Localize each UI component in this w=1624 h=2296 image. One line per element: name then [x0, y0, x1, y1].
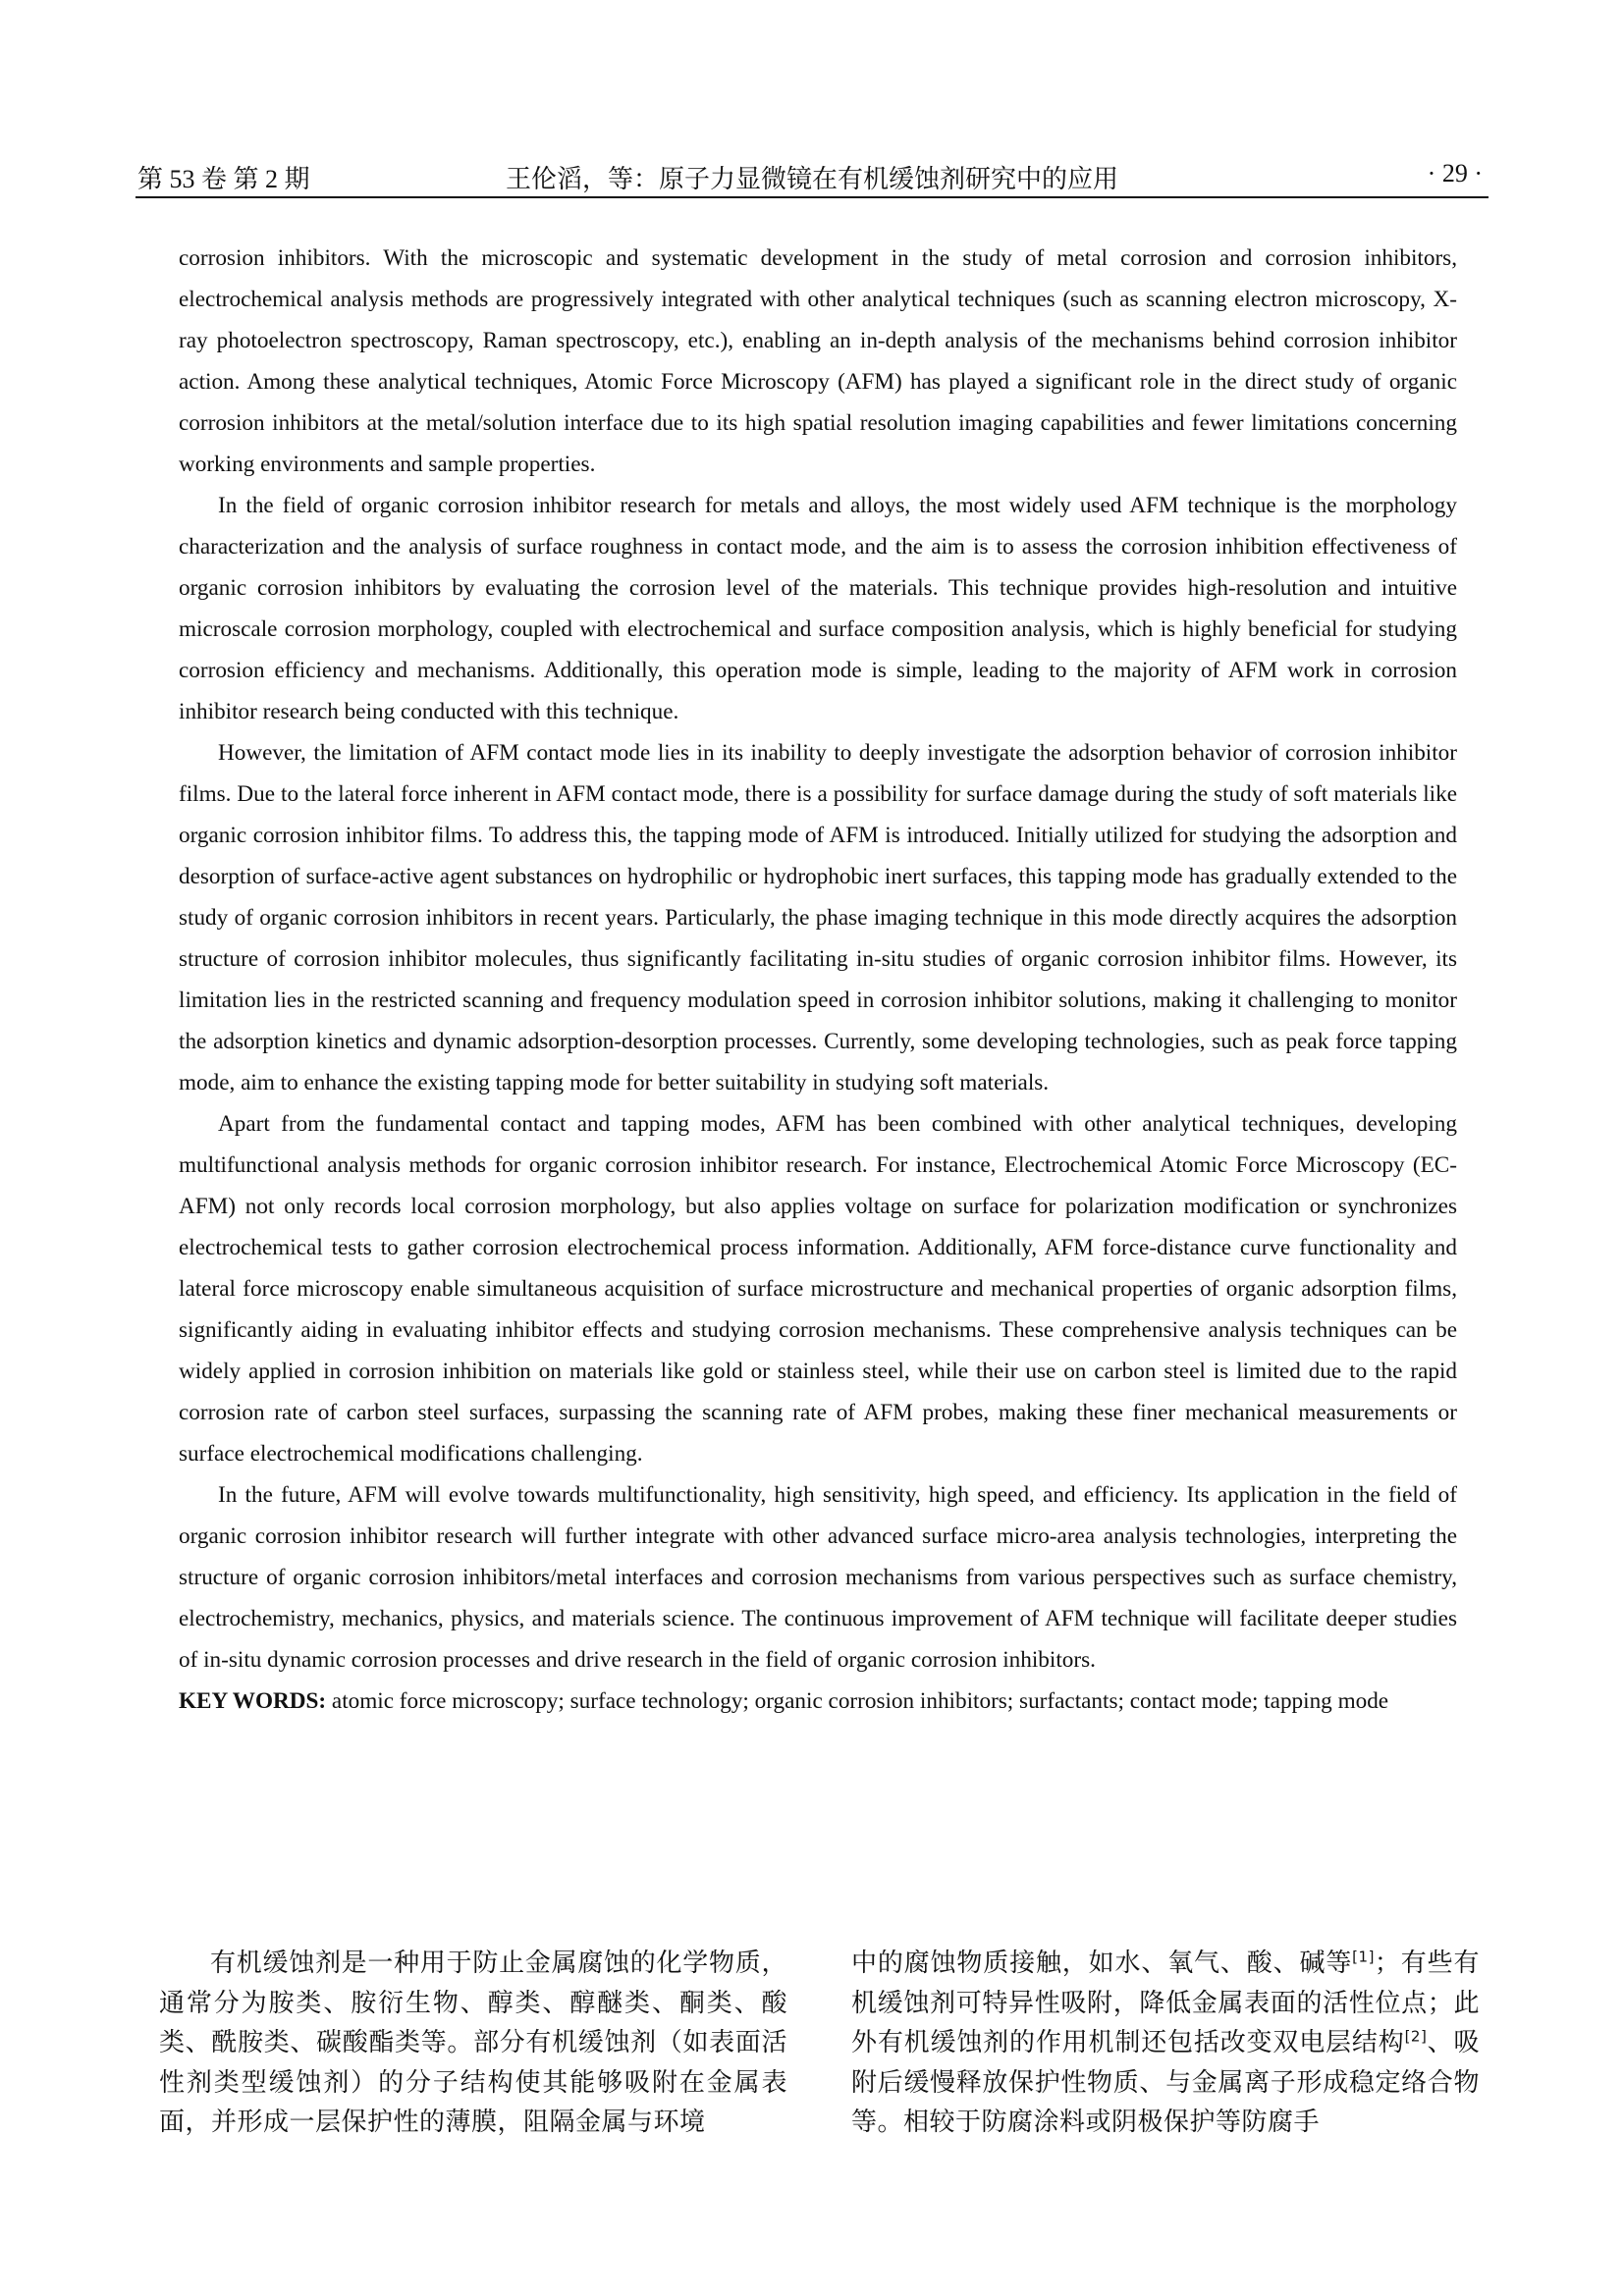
- keywords: [179, 1681, 1457, 1722]
- abstract-paragraph-4: Apart from the fundamental contact and tapping modes, AFM has been combined with other analytical techniques, developing multifunctional analysis methods for organic corrosion inhibitor research. For instance, Electrochemical Atomic Force Microscopy (EC-AFM) not only records local corrosion morphology, but also applies voltage on surface for polarization modification or synchronizes electrochemical tests to gather corrosion electrochemical process information. Additionally, AFM force-distance curve functionality and lateral force microscopy enable simultaneous acquisition of surface microstructure and mechanical properties of organic adsorption films, significantly aiding in evaluating inhibitor effects and studying corrosion mechanisms. These comprehensive analysis techniques can be widely applied in corrosion inhibition on materials like gold or stainless steel, while their use on carbon steel is limited due to the rapid corrosion rate of carbon steel surfaces, surpassing the scanning rate of AFM probes, making these finer mechanical measurements or surface electrochemical modifications challenging.: [179, 1111, 1457, 1467]
- body-text-segment: 中的腐蚀物质接触，如水、氧气、酸、碱等: [851, 1949, 1353, 1978]
- body-paragraph-right: [851, 1944, 1480, 2143]
- page-number: · 29 ·: [1427, 159, 1483, 187]
- body-text-segment: 、吸附后缓慢释放保护性物质、与金属离子形成稳定络合物等。相较于防腐涂料或阴极保护等防腐手: [851, 2028, 1480, 2137]
- body-column-right: [851, 1944, 1480, 2143]
- body-paragraph-left: 有机缓蚀剂是一种用于防止金属腐蚀的化学物质，通常分为胺类、胺衍生物、醇类、醇醚类、酮类、酸类、酰胺类、碳酸酯类等。部分有机缓蚀剂（如表面活性剂类型缓蚀剂）的分子结构使其能够吸附在金属表面，并形成一层保护性的薄膜，阻隔金属与环境: [159, 1949, 787, 2137]
- body-columns: [159, 1944, 1492, 2160]
- body-text-segment: ；有些有机缓蚀剂可特异性吸附，降低金属表面的活性位点；此外有机缓蚀剂的作用机制还包括改变双电层结构: [851, 1949, 1480, 2057]
- english-abstract: [179, 238, 1457, 1722]
- keywords-list: atomic force microscopy; surface technology; organic corrosion inhibitors; surfactants; contact mode; tapping mode: [326, 1688, 1389, 1714]
- running-header: [135, 155, 1489, 198]
- keywords-label: KEY WORDS:: [179, 1688, 327, 1714]
- running-title: 王伦滔，等：原子力显微镜在有机缓蚀剂研究中的应用: [505, 165, 1118, 193]
- abstract-paragraph-3: However, the limitation of AFM contact mode lies in its inability to deeply investigate the adsorption behavior of corrosion inhibitor films. Due to the lateral force inherent in AFM contact mode, there is a possibility for surface damage during the study of soft materials like organic corrosion inhibitor films. To address this, the tapping mode of AFM is introduced. Initially utilized for studying the adsorption and desorption of surface-active agent substances on hydrophilic or hydrophobic inert surfaces, this tapping mode has gradually extended to the study of organic corrosion inhibitors in recent years. Particularly, the phase imaging technique in this mode directly acquires the adsorption structure of corrosion inhibitor molecules, thus significantly facilitating in-situ studies of organic corrosion inhibitor films. However, its limitation lies in the restricted scanning and frequency modulation speed in corrosion inhibitor solutions, making it challenging to monitor the adsorption kinetics and dynamic adsorption-desorption processes. Currently, some developing technologies, such as peak force tapping mode, aim to enhance the existing tapping mode for better suitability in studying soft materials.: [179, 740, 1457, 1095]
- body-column-left: [159, 1944, 787, 2143]
- volume-issue: 第 53 卷 第 2 期: [137, 165, 310, 193]
- citation-ref: [2]: [1404, 2027, 1428, 2046]
- citation-ref: [1]: [1352, 1948, 1375, 1966]
- abstract-paragraph-2: In the field of organic corrosion inhibitor research for metals and alloys, the most widely used AFM technique is the morphology characterization and the analysis of surface roughness in contact mode, and the aim is to assess the corrosion inhibition effectiveness of organic corrosion inhibitors by evaluating the corrosion level of the materials. This technique provides high-resolution and intuitive microscale corrosion morphology, coupled with electrochemical and surface composition analysis, which is highly beneficial for studying corrosion efficiency and mechanisms. Additionally, this operation mode is simple, leading to the majority of AFM work in corrosion inhibitor research being conducted with this technique.: [179, 493, 1457, 724]
- abstract-paragraph-1: corrosion inhibitors. With the microscopic and systematic development in the study of metal corrosion and corrosion inhibitors, electrochemical analysis methods are progressively integrated with other analytical techniques (such as scanning electron microscopy, X-ray photoelectron spectroscopy, Raman spectroscopy, etc.), enabling an in-depth analysis of the mechanisms behind corrosion inhibitor action. Among these analytical techniques, Atomic Force Microscopy (AFM) has played a significant role in the direct study of organic corrosion inhibitors at the metal/solution interface due to its high spatial resolution imaging capabilities and fewer limitations concerning working environments and sample properties.: [179, 245, 1457, 477]
- abstract-paragraph-5: In the future, AFM will evolve towards multifunctionality, high sensitivity, high speed, and efficiency. Its application in the field of organic corrosion inhibitor research will further integrate with other advanced surface micro-area analysis technologies, interpreting the structure of organic corrosion inhibitors/metal interfaces and corrosion mechanisms from various perspectives such as surface chemistry, electrochemistry, mechanics, physics, and materials science. The continuous improvement of AFM technique will facilitate deeper studies of in-situ dynamic corrosion processes and drive research in the field of organic corrosion inhibitors.: [179, 1482, 1457, 1673]
